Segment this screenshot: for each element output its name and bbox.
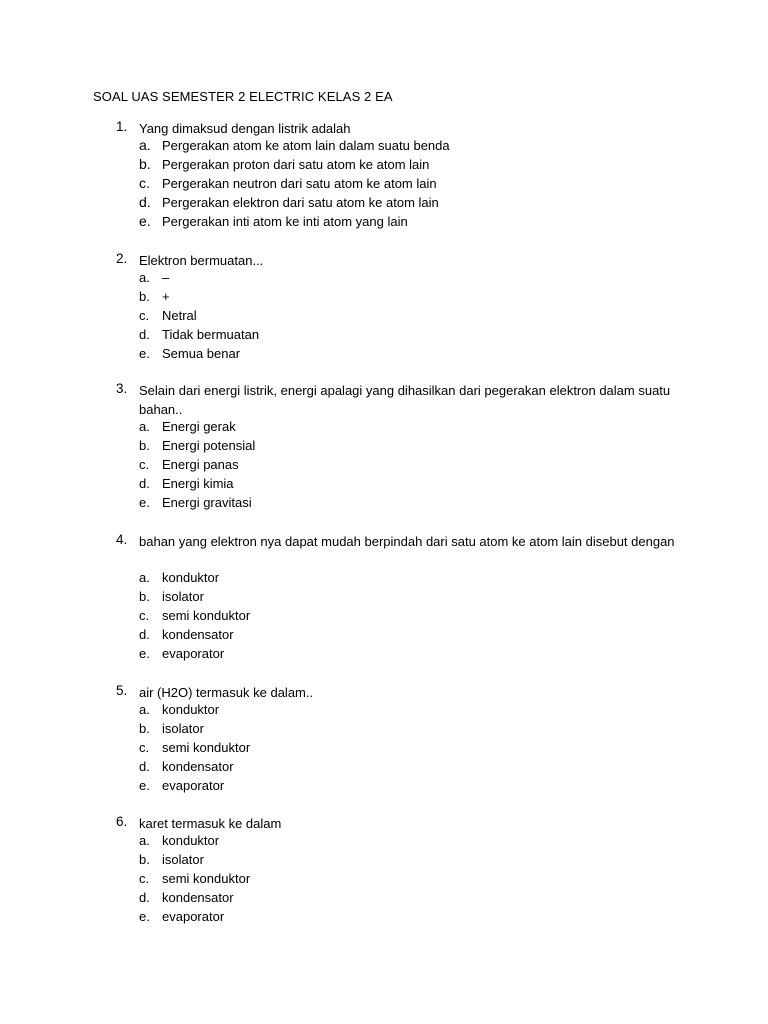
- option-c: [0, 308, 768, 327]
- option-label: c.: [139, 308, 150, 323]
- option-text: isolator: [162, 721, 204, 736]
- option-text: semi konduktor: [162, 608, 251, 623]
- option-text: semi konduktor: [162, 740, 251, 755]
- option-label: b.: [139, 852, 150, 867]
- option-text: Pergerakan elektron dari satu atom ke atom lain: [162, 195, 439, 210]
- option-e: [0, 346, 768, 365]
- question-text: Selain dari energi listrik, energi apalagi yang dihasilkan dari pegerakan elektron dalam suatu bahan..: [139, 383, 671, 417]
- question-text: karet termasuk ke dalam: [139, 816, 282, 831]
- option-text: Pergerakan proton dari satu atom ke atom lain: [162, 157, 430, 172]
- option-label: e.: [139, 778, 150, 793]
- option-text: +: [162, 289, 170, 304]
- option-c: [0, 176, 768, 195]
- option-text: Pergerakan atom ke atom lain dalam suatu benda: [162, 138, 450, 153]
- option-label: b.: [139, 438, 150, 453]
- option-b: [0, 438, 768, 457]
- option-label: c.: [139, 457, 150, 472]
- option-label: d.: [139, 759, 150, 774]
- question-text: Elektron bermuatan...: [139, 253, 264, 268]
- option-e: [0, 495, 768, 514]
- option-label: b.: [139, 589, 150, 604]
- option-text: Netral: [162, 308, 197, 323]
- option-c: [0, 608, 768, 627]
- option-b: [0, 289, 768, 308]
- option-e: [0, 909, 768, 928]
- option-text: konduktor: [162, 833, 220, 848]
- option-text: Energi panas: [162, 457, 239, 472]
- option-text: semi konduktor: [162, 871, 251, 886]
- option-label: e.: [139, 495, 150, 510]
- option-text: Pergerakan neutron dari satu atom ke atom lain: [162, 176, 437, 191]
- option-d: [0, 759, 768, 778]
- option-label: d.: [139, 627, 150, 642]
- question-number: 3.: [116, 381, 128, 396]
- option-b: [0, 157, 768, 176]
- option-label: a.: [139, 702, 150, 717]
- option-text: kondensator: [162, 890, 234, 905]
- option-label: d.: [139, 476, 150, 491]
- option-text: konduktor: [162, 570, 220, 585]
- option-text: kondensator: [162, 759, 234, 774]
- option-label: a.: [139, 419, 150, 434]
- option-label: c.: [139, 608, 150, 623]
- option-label: d.: [139, 327, 150, 342]
- option-label: b.: [139, 721, 150, 736]
- option-text: Energi potensial: [162, 438, 256, 453]
- option-label: b.: [139, 156, 151, 172]
- option-text: Energi gerak: [162, 419, 236, 434]
- option-text: evaporator: [162, 778, 225, 793]
- option-a: [0, 270, 768, 289]
- page-title: SOAL UAS SEMESTER 2 ELECTRIC KELAS 2 EA: [93, 89, 393, 104]
- option-label: c.: [139, 871, 150, 886]
- question-text: air (H2O) termasuk ke dalam..: [139, 685, 314, 700]
- question-number: 2.: [116, 251, 128, 266]
- option-a: [0, 570, 768, 589]
- option-d: [0, 195, 768, 214]
- option-text: evaporator: [162, 646, 225, 661]
- option-label: d.: [139, 194, 151, 210]
- option-b: [0, 721, 768, 740]
- question-number: 6.: [116, 814, 128, 829]
- option-d: [0, 476, 768, 495]
- question-number: 1.: [116, 119, 128, 134]
- option-e: [0, 646, 768, 665]
- option-e: [0, 778, 768, 797]
- option-a: [0, 833, 768, 852]
- option-text: konduktor: [162, 702, 220, 717]
- option-text: kondensator: [162, 627, 234, 642]
- option-label: e.: [139, 646, 150, 661]
- option-text: isolator: [162, 589, 204, 604]
- option-c: [0, 871, 768, 890]
- option-text: Pergerakan inti atom ke inti atom yang lain: [162, 214, 408, 229]
- option-d: [0, 890, 768, 909]
- question-text: Yang dimaksud dengan listrik adalah: [139, 121, 351, 136]
- option-label: a.: [139, 270, 150, 285]
- option-a: [0, 138, 768, 157]
- option-text: Semua benar: [162, 346, 241, 361]
- option-b: [0, 852, 768, 871]
- option-c: [0, 457, 768, 476]
- option-label: c.: [139, 740, 150, 755]
- option-label: e.: [139, 909, 150, 924]
- option-b: [0, 589, 768, 608]
- option-text: Energi kimia: [162, 476, 234, 491]
- option-a: [0, 419, 768, 438]
- option-text: Energi gravitasi: [162, 495, 252, 510]
- question-number: 5.: [116, 683, 128, 698]
- option-label: a.: [139, 833, 150, 848]
- option-label: d.: [139, 890, 150, 905]
- option-label: c.: [139, 175, 150, 191]
- option-label: a.: [139, 570, 150, 585]
- option-label: b.: [139, 289, 150, 304]
- option-text: evaporator: [162, 909, 225, 924]
- option-text: isolator: [162, 852, 204, 867]
- option-label: e.: [139, 346, 150, 361]
- option-a: [0, 702, 768, 721]
- option-label: e.: [139, 213, 151, 229]
- option-label: a.: [139, 137, 151, 153]
- option-text: Tidak bermuatan: [162, 327, 260, 342]
- option-d: [0, 327, 768, 346]
- question-number: 4.: [116, 532, 128, 547]
- option-c: [0, 740, 768, 759]
- option-e: [0, 214, 768, 233]
- option-d: [0, 627, 768, 646]
- question-text: bahan yang elektron nya dapat mudah berpindah dari satu atom ke atom lain disebut dengan: [139, 534, 675, 549]
- option-text: –: [162, 270, 170, 285]
